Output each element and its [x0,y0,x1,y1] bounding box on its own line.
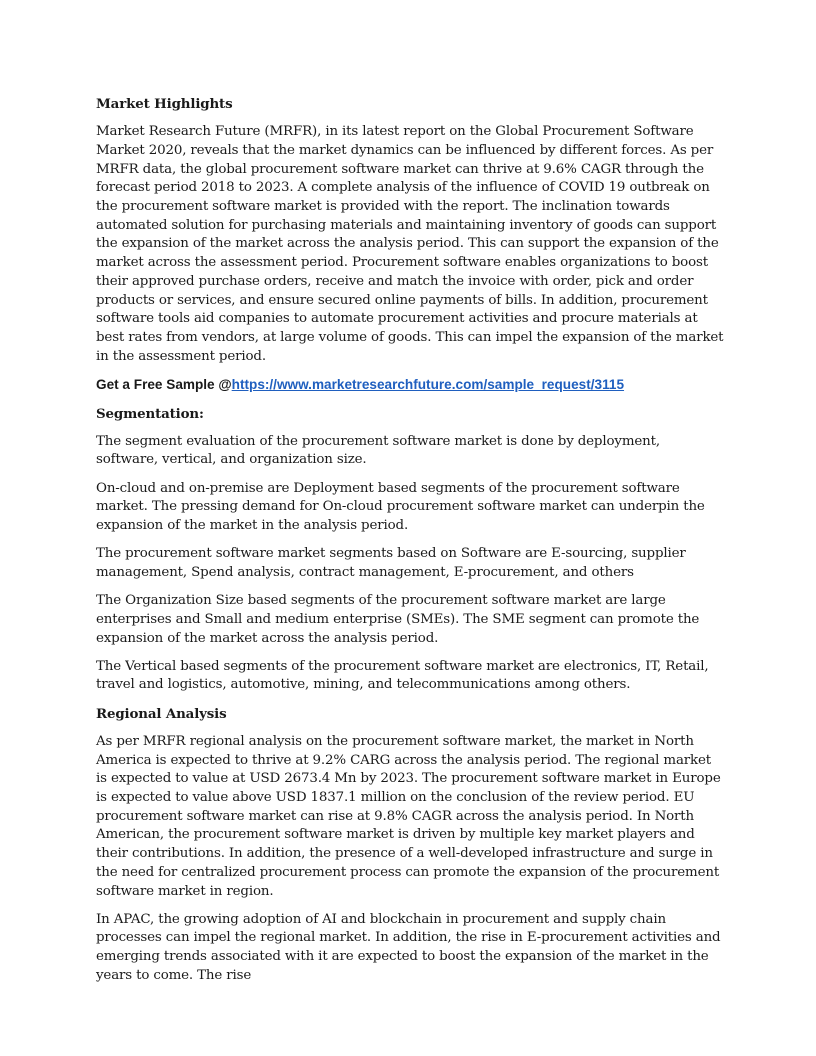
regional-analysis-heading: Regional Analysis [96,705,227,722]
free-sample-line [96,376,724,395]
software-paragraph: The procurement software market segments based on Software are E-sourcing, supplier management, Spend analysis, contract management, E-procurement, and others [96,546,686,580]
market-highlights-paragraph: Market Research Future (MRFR), in its latest report on the Global Procurement Software Market 2020, reveals that the market dynamics can be influenced by different forces. As per MRFR data, the global procurement software market can thrive at 9.6% CAGR through the forecast period 2018 to 2023. A complete analysis of the influence of COVID 19 outbreak on the procurement software market is provided with the report. The inclination towards automated solution for purchasing materials and maintaining inventory of goods can support the expansion of the market across the analysis period. This can support the expansion of the market across the assessment period. Procurement software enables organizations to boost their approved purchase orders, receive and match the invoice with order, pick and order products or services, and ensure secured online payments of bills. In addition, procurement software tools aid companies to automate procurement activities and procure materials at best rates from vendors, at large volume of goods. This can impel the expansion of the market in the assessment period. [96,124,724,364]
segmentation-heading: Segmentation: [96,405,204,422]
segmentation-paragraph: The segment evaluation of the procurement software market is done by deployment, software, vertical, and organization size. [96,433,660,468]
vertical-paragraph: The Vertical based segments of the procurement software market are electronics, IT, Retail, travel and logistics, automotive, mining, and telecommunications among others. [96,658,709,693]
market-highlights-heading: Market Highlights [96,96,233,112]
organization-size-paragraph: The Organization Size based segments of the procurement software market are large enterprises and Small and medium enterprise (SMEs). The SME segment can promote the expansion of the market across the analysis period. [96,593,700,646]
free-sample-label: Get a Free Sample @ [96,376,232,392]
sample-request-link[interactable]: https://www.marketresearchfuture.com/sample_request/3115 [231,376,625,392]
deployment-paragraph: On-cloud and on-premise are Deployment based segments of the procurement software market. The pressing demand for On-cloud procurement software market can underpin the expansion of the market in the analysis period. [96,480,705,534]
north-america-europe-paragraph: As per MRFR regional analysis on the procurement software market, the market in North America is expected to thrive at 9.2% CARG across the analysis period. The regional market is expected to value at USD 2673.4 Mn by 2023. The procurement software market in Europe is expected to value above USD 1837.1 million on the conclusion of the review period. EU procurement software market can rise at 9.8% CAGR across the analysis period. In North American, the procurement software market is driven by multiple key market players and their contributions. In addition, the presence of a well-developed infrastructure and surge in the need for centralized procurement process can promote the expansion of the procurement software market in region. [96,733,721,899]
apac-paragraph: In APAC, the growing adoption of AI and blockchain in procurement and supply chain processes can impel the regional market. In addition, the rise in E-procurement activities and emerging trends associated with it are expected to boost the expansion of the market in the years to come. The rise [96,911,721,983]
document-page [96,95,724,995]
